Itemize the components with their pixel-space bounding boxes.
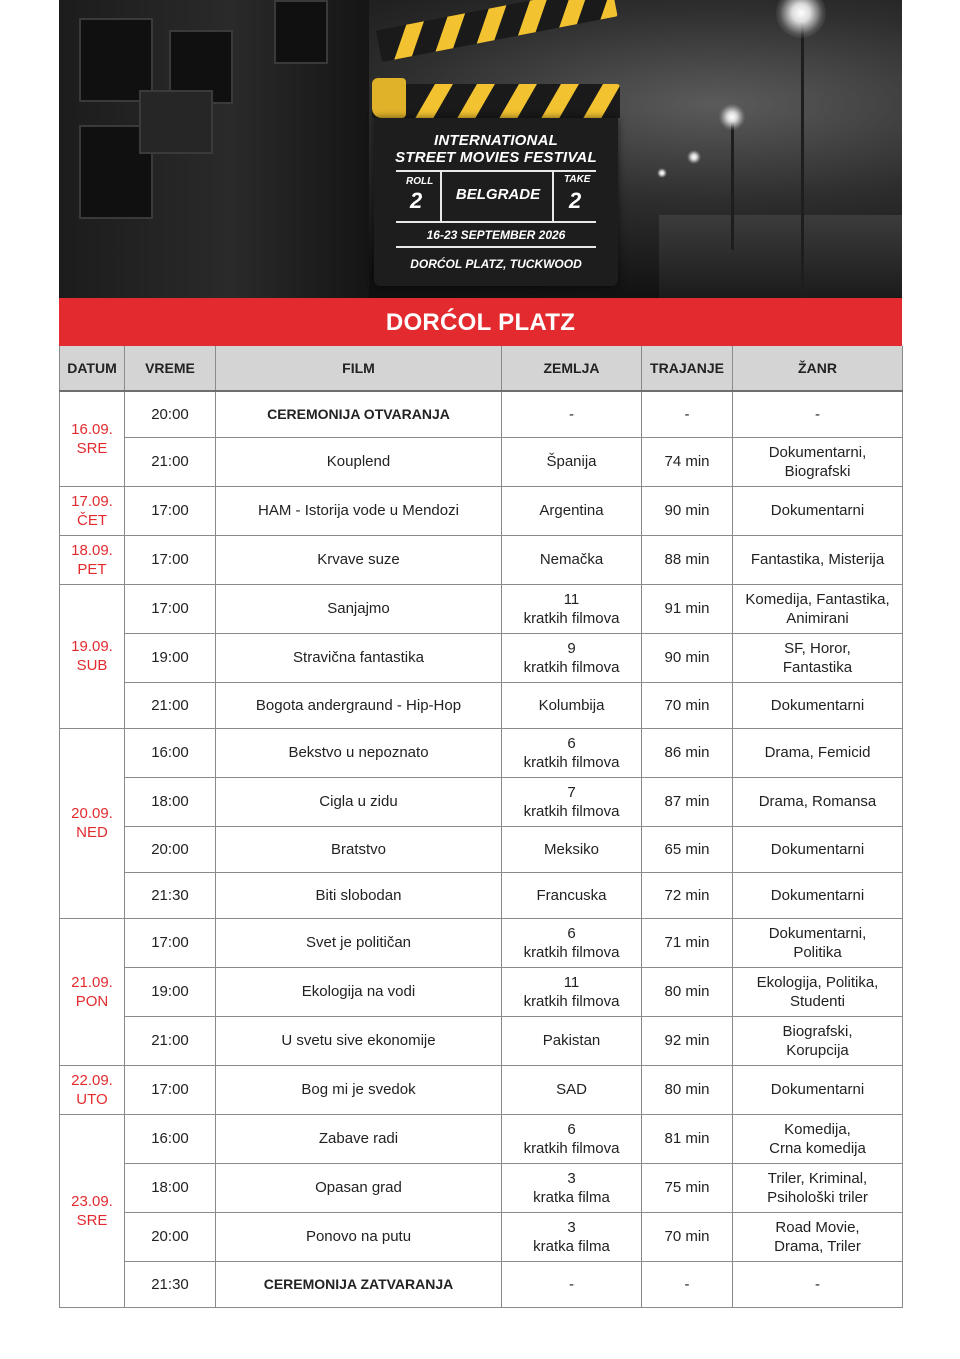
- country-cell: Argentina: [502, 486, 642, 535]
- table-row: [60, 872, 903, 918]
- film-cell: Bekstvo u nepoznato: [216, 728, 502, 777]
- film-cell: CEREMONIJA ZATVARANJA: [216, 1261, 502, 1307]
- date-cell: 17.09. ČET: [60, 486, 125, 535]
- country-cell: Nemačka: [502, 535, 642, 584]
- table-row: [60, 584, 903, 633]
- film-cell: Ekologija na vodi: [216, 967, 502, 1016]
- time-cell: 17:00: [125, 584, 216, 633]
- duration-cell: 91 min: [642, 584, 733, 633]
- duration-cell: 90 min: [642, 486, 733, 535]
- country-cell: -: [502, 1261, 642, 1307]
- country-cell: -: [502, 391, 642, 437]
- table-row: [60, 1261, 903, 1307]
- genre-cell: Road Movie, Drama, Triler: [733, 1212, 903, 1261]
- film-cell: Kouplend: [216, 437, 502, 486]
- venue-title: DORĆOL PLATZ: [59, 298, 902, 346]
- duration-cell: 70 min: [642, 682, 733, 728]
- take-value: 2: [569, 188, 582, 213]
- duration-cell: 92 min: [642, 1016, 733, 1065]
- duration-cell: -: [642, 391, 733, 437]
- table-row: [60, 535, 903, 584]
- festival-title-line2: STREET MOVIES FESTIVAL: [395, 149, 597, 166]
- roll-label: ROLL: [406, 176, 434, 187]
- time-cell: 21:00: [125, 682, 216, 728]
- time-cell: 16:00: [125, 1114, 216, 1163]
- date-cell: 19.09. SUB: [60, 584, 125, 728]
- film-cell: HAM - Istorija vode u Mendozi: [216, 486, 502, 535]
- genre-cell: -: [733, 391, 903, 437]
- duration-cell: 90 min: [642, 633, 733, 682]
- time-cell: 21:00: [125, 1016, 216, 1065]
- genre-cell: Komedija, Fantastika, Animirani: [733, 584, 903, 633]
- clapper-slate: [374, 118, 618, 286]
- country-cell: SAD: [502, 1065, 642, 1114]
- table-header-row: [60, 346, 903, 391]
- country-cell: Kolumbija: [502, 682, 642, 728]
- genre-cell: Biografski, Korupcija: [733, 1016, 903, 1065]
- genre-cell: Fantastika, Misterija: [733, 535, 903, 584]
- country-cell: 3 kratka filma: [502, 1163, 642, 1212]
- clapperboard-logo: [372, 20, 627, 288]
- genre-cell: Dokumentarni: [733, 486, 903, 535]
- duration-cell: 80 min: [642, 967, 733, 1016]
- film-cell: Bog mi je svedok: [216, 1065, 502, 1114]
- genre-cell: Dokumentarni: [733, 872, 903, 918]
- film-cell: Cigla u zidu: [216, 777, 502, 826]
- time-cell: 17:00: [125, 535, 216, 584]
- festival-banner: [59, 0, 902, 298]
- table-row: [60, 1212, 903, 1261]
- header-time: VREME: [125, 346, 216, 391]
- time-cell: 18:00: [125, 777, 216, 826]
- film-cell: Bogota andergraund - Hip-Hop: [216, 682, 502, 728]
- wet-street: [659, 215, 902, 298]
- country-cell: 3 kratka filma: [502, 1212, 642, 1261]
- genre-cell: Komedija, Crna komedija: [733, 1114, 903, 1163]
- film-cell: CEREMONIJA OTVARANJA: [216, 391, 502, 437]
- festival-title-line1: INTERNATIONAL: [434, 132, 558, 149]
- header-film: FILM: [216, 346, 502, 391]
- clapper-hinge: [372, 78, 406, 118]
- film-cell: Zabave radi: [216, 1114, 502, 1163]
- film-cell: Opasan grad: [216, 1163, 502, 1212]
- duration-cell: 65 min: [642, 826, 733, 872]
- country-cell: Meksiko: [502, 826, 642, 872]
- film-cell: Ponovo na putu: [216, 1212, 502, 1261]
- genre-cell: Drama, Romansa: [733, 777, 903, 826]
- date-cell: 20.09. NED: [60, 728, 125, 918]
- time-cell: 16:00: [125, 728, 216, 777]
- date-cell: 16.09. SRE: [60, 391, 125, 486]
- time-cell: 21:30: [125, 872, 216, 918]
- time-cell: 20:00: [125, 1212, 216, 1261]
- film-cell: Bratstvo: [216, 826, 502, 872]
- date-cell: 22.09. UTO: [60, 1065, 125, 1114]
- schedule-table: [59, 346, 903, 1308]
- schedule-body: [60, 391, 903, 1307]
- header-duration: TRAJANJE: [642, 346, 733, 391]
- country-cell: Španija: [502, 437, 642, 486]
- table-row: [60, 486, 903, 535]
- film-cell: Svet je političan: [216, 918, 502, 967]
- time-cell: 17:00: [125, 918, 216, 967]
- duration-cell: 81 min: [642, 1114, 733, 1163]
- festival-city: BELGRADE: [455, 186, 541, 203]
- time-cell: 19:00: [125, 633, 216, 682]
- time-cell: 18:00: [125, 1163, 216, 1212]
- genre-cell: Triler, Kriminal, Psihološki triler: [733, 1163, 903, 1212]
- duration-cell: 72 min: [642, 872, 733, 918]
- clapper-stick: [376, 0, 618, 62]
- country-cell: 6 kratkih filmova: [502, 728, 642, 777]
- table-row: [60, 1114, 903, 1163]
- date-cell: 18.09. PET: [60, 535, 125, 584]
- time-cell: 17:00: [125, 486, 216, 535]
- table-row: [60, 1163, 903, 1212]
- duration-cell: 74 min: [642, 437, 733, 486]
- duration-cell: -: [642, 1261, 733, 1307]
- table-row: [60, 728, 903, 777]
- time-cell: 20:00: [125, 391, 216, 437]
- schedule-page: [59, 0, 902, 1308]
- table-row: [60, 1065, 903, 1114]
- duration-cell: 75 min: [642, 1163, 733, 1212]
- header-date: DATUM: [60, 346, 125, 391]
- table-row: [60, 1016, 903, 1065]
- time-cell: 20:00: [125, 826, 216, 872]
- take-label: TAKE: [564, 174, 591, 185]
- film-cell: U svetu sive ekonomije: [216, 1016, 502, 1065]
- film-cell: Krvave suze: [216, 535, 502, 584]
- date-cell: 21.09. PON: [60, 918, 125, 1065]
- genre-cell: Dokumentarni: [733, 826, 903, 872]
- festival-dates: 16-23 SEPTEMBER 2026: [426, 228, 566, 242]
- genre-cell: Dokumentarni, Politika: [733, 918, 903, 967]
- time-cell: 17:00: [125, 1065, 216, 1114]
- time-cell: 19:00: [125, 967, 216, 1016]
- film-cell: Sanjajmo: [216, 584, 502, 633]
- country-cell: 6 kratkih filmova: [502, 918, 642, 967]
- duration-cell: 88 min: [642, 535, 733, 584]
- building-backdrop: [59, 0, 369, 298]
- table-row: [60, 918, 903, 967]
- genre-cell: Ekologija, Politika, Studenti: [733, 967, 903, 1016]
- duration-cell: 80 min: [642, 1065, 733, 1114]
- genre-cell: Drama, Femicid: [733, 728, 903, 777]
- table-row: [60, 682, 903, 728]
- genre-cell: Dokumentarni: [733, 682, 903, 728]
- table-row: [60, 633, 903, 682]
- date-cell: 23.09. SRE: [60, 1114, 125, 1307]
- time-cell: 21:30: [125, 1261, 216, 1307]
- genre-cell: Dokumentarni, Biografski: [733, 437, 903, 486]
- genre-cell: SF, Horor, Fantastika: [733, 633, 903, 682]
- table-row: [60, 391, 903, 437]
- country-cell: 9 kratkih filmova: [502, 633, 642, 682]
- duration-cell: 71 min: [642, 918, 733, 967]
- country-cell: 11 kratkih filmova: [502, 967, 642, 1016]
- genre-cell: -: [733, 1261, 903, 1307]
- table-row: [60, 826, 903, 872]
- country-cell: 11 kratkih filmova: [502, 584, 642, 633]
- time-cell: 21:00: [125, 437, 216, 486]
- header-genre: ŽANR: [733, 346, 903, 391]
- film-cell: Stravična fantastika: [216, 633, 502, 682]
- duration-cell: 86 min: [642, 728, 733, 777]
- country-cell: 6 kratkih filmova: [502, 1114, 642, 1163]
- header-country: ZEMLJA: [502, 346, 642, 391]
- clapper-bar: [372, 84, 620, 118]
- country-cell: Pakistan: [502, 1016, 642, 1065]
- country-cell: Francuska: [502, 872, 642, 918]
- film-cell: Biti slobodan: [216, 872, 502, 918]
- genre-cell: Dokumentarni: [733, 1065, 903, 1114]
- country-cell: 7 kratkih filmova: [502, 777, 642, 826]
- table-row: [60, 437, 903, 486]
- roll-value: 2: [410, 188, 423, 213]
- duration-cell: 70 min: [642, 1212, 733, 1261]
- table-row: [60, 777, 903, 826]
- festival-venues: DORĆOL PLATZ, TUCKWOOD: [410, 257, 582, 271]
- table-row: [60, 967, 903, 1016]
- duration-cell: 87 min: [642, 777, 733, 826]
